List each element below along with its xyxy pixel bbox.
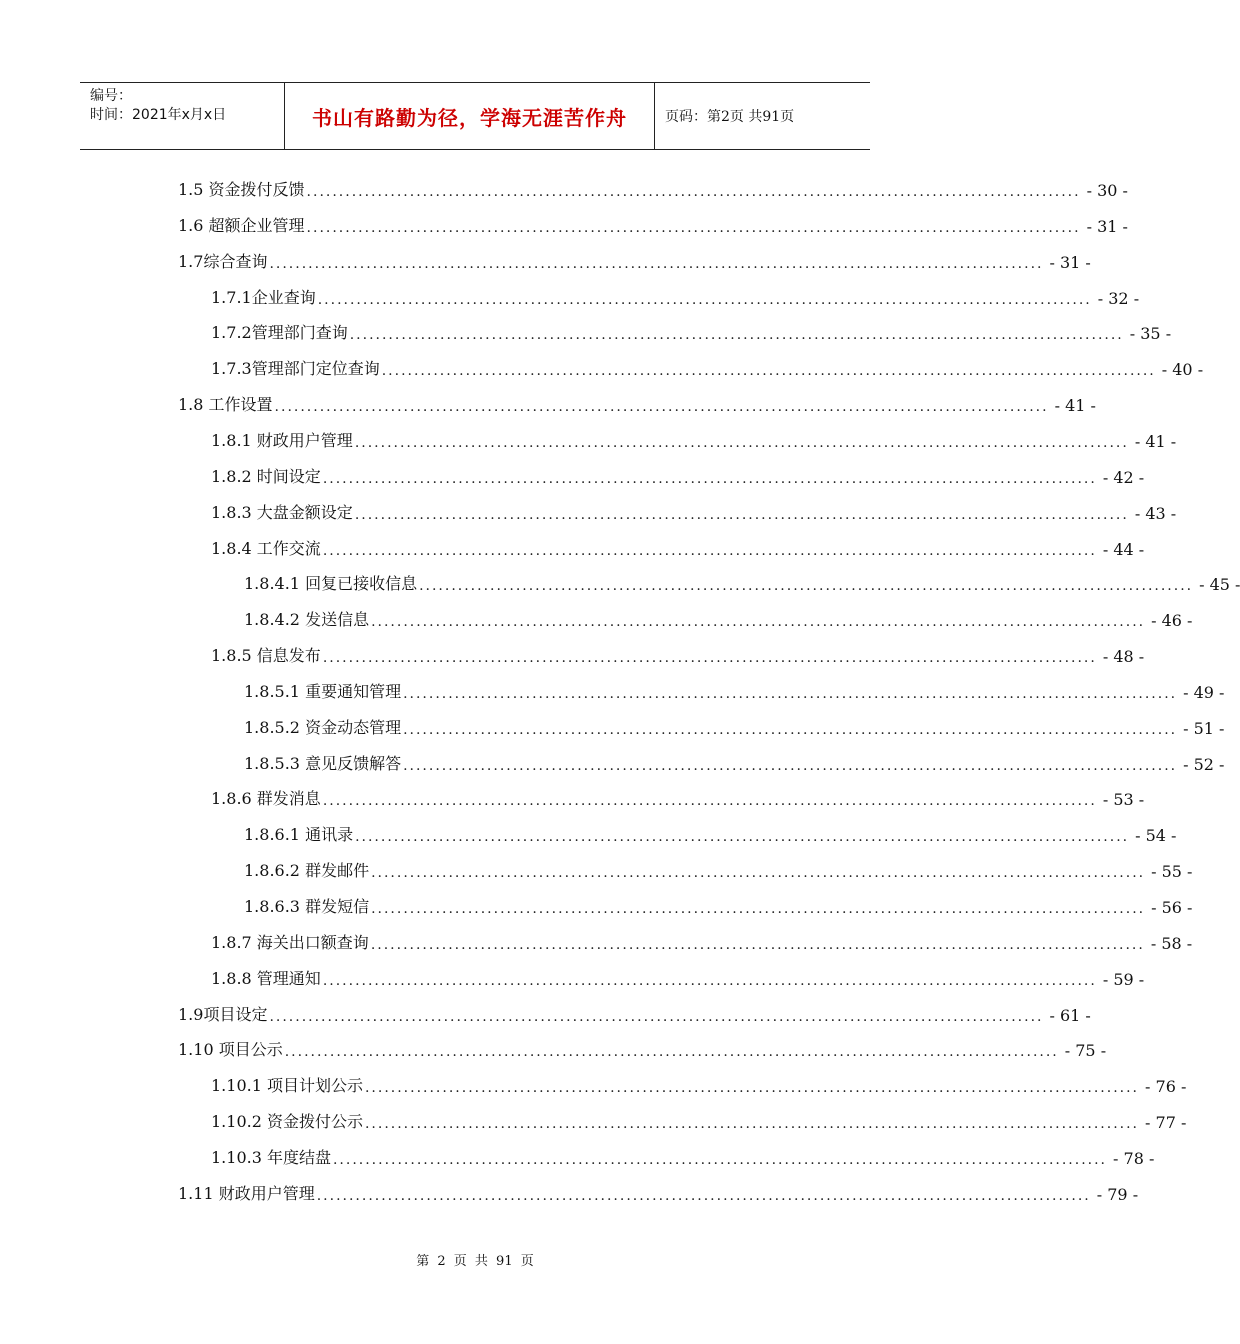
toc-dot-leader: ........................................................................................................................ [364, 1080, 1140, 1097]
toc-entry-page: - 52 - [1183, 754, 1225, 774]
toc-entry[interactable] [211, 499, 1177, 523]
toc-entry-page: - 54 - [1135, 826, 1177, 846]
document-time-label: 时间：2021年x月x日 [90, 107, 227, 123]
toc-entry-title: 1.7.3管理部门定位查询 [211, 359, 380, 379]
toc-dot-leader: ........................................................................................................................ [322, 542, 1097, 559]
toc-entry-page: - 79 - [1096, 1184, 1139, 1204]
toc-entry-page: - 49 - [1183, 682, 1225, 702]
toc-entry-page: - 61 - [1049, 1005, 1091, 1025]
toc-entry-title: 1.7.1企业查询 [211, 287, 316, 307]
toc-entry[interactable] [211, 1072, 1187, 1097]
toc-entry[interactable] [244, 750, 1225, 774]
toc-entry-title: 1.8.4.1 回复已接收信息 [244, 574, 418, 594]
toc-dot-leader: ........................................................................................................................ [371, 614, 1146, 631]
toc-entry-page: - 77 - [1145, 1113, 1187, 1133]
toc-entry[interactable] [211, 319, 1172, 344]
toc-entry-page: - 56 - [1151, 898, 1193, 917]
toc-dot-leader: ........................................................................................................................ [371, 865, 1146, 882]
toc-entry-page: - 30 - [1086, 181, 1128, 200]
toc-entry[interactable] [244, 821, 1177, 846]
toc-entry-page: - 40 - [1161, 360, 1204, 380]
toc-entry-title: 1.6 超额企业管理 [178, 215, 305, 235]
toc-entry-title: 1.8.8 管理通知 [211, 968, 321, 988]
toc-entry-title: 1.8.6.2 群发邮件 [244, 861, 370, 881]
toc-entry-title: 1.8.6 群发消息 [211, 789, 321, 809]
toc-entry-title: 1.8.7 海关出口额查询 [211, 932, 369, 952]
toc-dot-leader: ........................................................................................................................ [322, 972, 1097, 989]
toc-entry-page: - 76 - [1145, 1077, 1187, 1097]
toc-dot-leader: ........................................................................................................................ [354, 506, 1129, 523]
toc-entry-title: 1.8.6.3 群发短信 [244, 897, 370, 916]
toc-entry[interactable] [211, 355, 1204, 380]
toc-dot-leader: ........................................................................................................................ [322, 793, 1097, 810]
toc-entry-title: 1.5 资金拨付反馈 [178, 180, 305, 199]
toc-entry-title: 1.8.5.2 资金动态管理 [244, 717, 402, 737]
toc-entry[interactable] [211, 284, 1140, 308]
toc-dot-leader: ........................................................................................................................ [354, 434, 1129, 451]
toc-entry-title: 1.8.4.2 发送信息 [244, 610, 370, 630]
toc-entry[interactable] [178, 212, 1128, 236]
toc-entry-page: - 75 - [1064, 1041, 1107, 1061]
toc-entry-page: - 44 - [1102, 539, 1145, 559]
toc-dot-leader: ........................................................................................................................ [355, 829, 1130, 846]
header-meta [80, 83, 285, 149]
toc-dot-leader: ........................................................................................................................ [370, 936, 1145, 953]
toc-entry-page: - 31 - [1049, 252, 1091, 272]
toc-dot-leader: ........................................................................................................................ [403, 685, 1178, 702]
header-motto-cell [285, 83, 655, 149]
toc-entry-page: - 32 - [1097, 288, 1140, 308]
toc-entry-title: 1.8.1 财政用户管理 [211, 430, 353, 450]
toc-entry-page: - 46 - [1151, 611, 1193, 631]
toc-entry[interactable] [211, 427, 1177, 451]
toc-entry[interactable] [211, 642, 1145, 667]
toc-dot-leader: ........................................................................................................................ [419, 578, 1194, 595]
toc-entry[interactable] [244, 893, 1193, 917]
toc-dot-leader: ........................................................................................................................ [306, 184, 1081, 200]
toc-entry-page: - 55 - [1151, 862, 1193, 882]
toc-dot-leader: ........................................................................................................................ [306, 219, 1081, 236]
toc-dot-leader: ........................................................................................................................ [371, 901, 1146, 917]
toc-entry-title: 1.8.2 时间设定 [211, 466, 321, 486]
toc-entry[interactable] [211, 1144, 1155, 1168]
toc-entry-page: - 53 - [1102, 790, 1145, 810]
toc-entry[interactable] [178, 1180, 1139, 1204]
toc-entry-title: 1.10.3 年度结盘 [211, 1147, 331, 1167]
document-number-label: 编号： [90, 88, 132, 104]
toc-entry-page: - 59 - [1102, 969, 1145, 989]
toc-entry-title: 1.8 工作设置 [178, 395, 273, 415]
toc-entry-page: - 51 - [1183, 718, 1225, 738]
toc-entry[interactable] [178, 391, 1096, 416]
toc-entry-page: - 31 - [1086, 216, 1128, 236]
toc-dot-leader: ........................................................................................................................ [316, 1187, 1091, 1204]
toc-dot-leader: ........................................................................................................................ [322, 470, 1097, 487]
toc-dot-leader: ........................................................................................................................ [403, 757, 1178, 774]
toc-dot-leader: ........................................................................................................................ [403, 721, 1178, 738]
toc-entry-page: - 41 - [1134, 431, 1177, 451]
toc-entry[interactable] [211, 1108, 1187, 1133]
toc-entry[interactable] [178, 176, 1128, 200]
toc-entry-title: 1.11 财政用户管理 [178, 1183, 315, 1203]
toc-entry-page: - 42 - [1102, 467, 1145, 487]
toc-entry[interactable] [244, 714, 1225, 738]
toc-dot-leader: ........................................................................................................................ [269, 255, 1044, 272]
toc-entry[interactable] [178, 1001, 1091, 1025]
toc-entry-title: 1.10.2 资金拨付公示 [211, 1112, 363, 1132]
toc-dot-leader: ........................................................................................................................ [349, 327, 1124, 344]
toc-entry-title: 1.10 项目公示 [178, 1040, 283, 1060]
toc-entry-page: - 48 - [1102, 647, 1145, 667]
toc-dot-leader: ........................................................................................................................ [274, 399, 1049, 416]
toc-entry[interactable] [211, 965, 1145, 989]
toc-entry[interactable] [211, 463, 1145, 487]
toc-entry-title: 1.7综合查询 [178, 251, 268, 271]
toc-entry[interactable] [211, 929, 1193, 953]
toc-entry-title: 1.9项目设定 [178, 1004, 268, 1024]
page-header [80, 82, 870, 150]
header-page-info-cell [655, 83, 870, 149]
toc-entry-page: - 78 - [1113, 1148, 1155, 1168]
toc-entry-title: 1.8.5.1 重要通知管理 [244, 681, 402, 701]
toc-entry[interactable] [211, 535, 1145, 559]
toc-dot-leader: ........................................................................................................................ [269, 1008, 1044, 1025]
page-footer: 第 2 页 共 91 页 [416, 1254, 534, 1269]
toc-entry-page: - 45 - [1199, 575, 1240, 595]
toc-entry-title: 1.8.4 工作交流 [211, 538, 321, 558]
toc-entry-title: 1.10.1 项目计划公示 [211, 1076, 363, 1096]
toc-entry-page: - 43 - [1134, 503, 1177, 523]
toc-dot-leader: ........................................................................................................................ [364, 1116, 1140, 1133]
toc-dot-leader: ........................................................................................................................ [322, 650, 1097, 667]
toc-dot-leader: ........................................................................................................................ [381, 363, 1156, 380]
toc-entry[interactable] [244, 857, 1193, 882]
toc-entry[interactable] [211, 785, 1145, 810]
toc-dot-leader: ........................................................................................................................ [332, 1151, 1108, 1168]
toc-entry[interactable] [178, 1036, 1107, 1061]
toc-dot-leader: ........................................................................................................................ [317, 291, 1092, 308]
toc-entry-title: 1.8.6.1 通讯录 [244, 825, 354, 845]
toc-entry-page: - 35 - [1129, 324, 1172, 344]
toc-entry[interactable] [178, 248, 1091, 272]
toc-entry-title: 1.8.3 大盘金额设定 [211, 502, 353, 522]
toc-entry-page: - 58 - [1150, 933, 1193, 953]
toc-entry-title: 1.7.2管理部门查询 [211, 323, 348, 343]
toc-entry-title: 1.8.5 信息发布 [211, 646, 321, 666]
header-page-info: 页码：第2页 共91页 [665, 109, 795, 125]
toc-entry[interactable] [244, 678, 1225, 702]
header-motto: 书山有路勤为径，学海无涯苦作舟 [312, 105, 627, 130]
toc-entry-page: - 41 - [1054, 396, 1096, 416]
toc-entry[interactable] [244, 570, 1240, 595]
toc-entry[interactable] [244, 606, 1193, 631]
toc-dot-leader: ........................................................................................................................ [284, 1044, 1059, 1061]
toc-entry-title: 1.8.5.3 意见反馈解答 [244, 753, 402, 773]
